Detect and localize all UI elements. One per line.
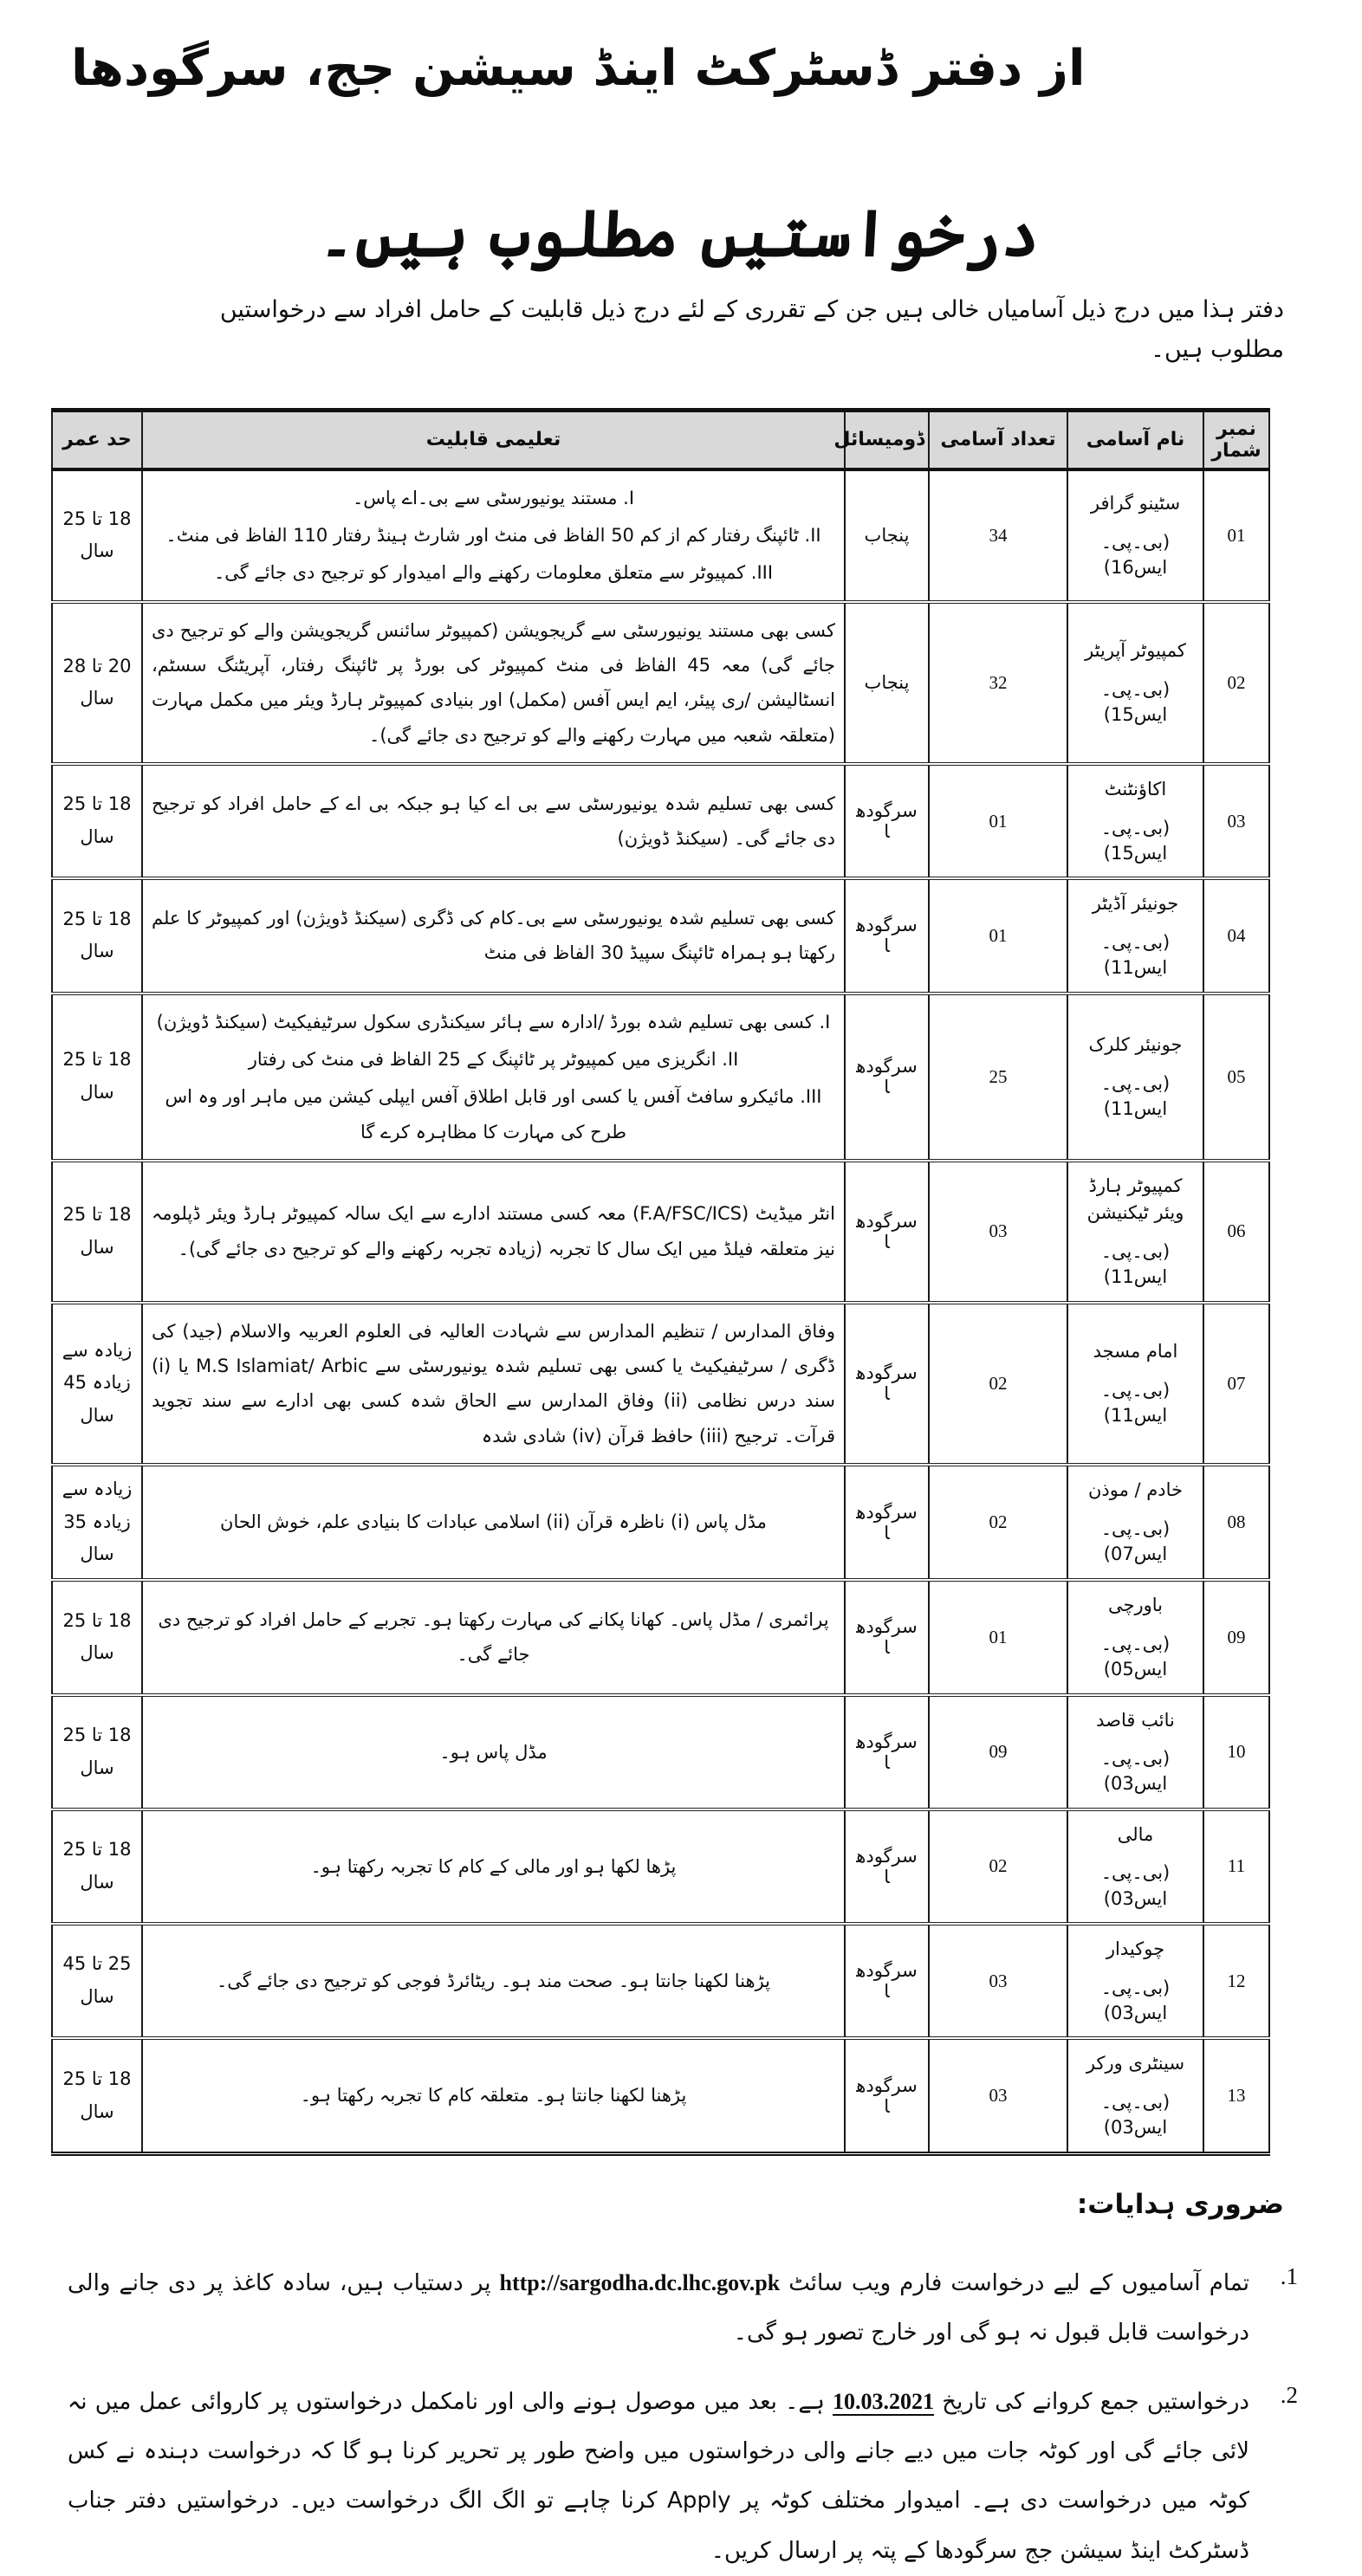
deadline-date: 10.03.2021 bbox=[833, 2389, 935, 2415]
cell-serial-number: 07 bbox=[1203, 1303, 1269, 1465]
cell-qualification bbox=[142, 1695, 845, 1809]
post-name-text: خادم / موذن bbox=[1087, 1479, 1184, 1501]
cell-qualification bbox=[142, 1465, 845, 1580]
col-header-age-limit: حد عمر bbox=[52, 410, 142, 469]
qualification-item: II. انگریزی میں کمپیوٹر پر ٹائپنگ کے 25 الفاظ فی منٹ کی رفتار bbox=[248, 1048, 739, 1070]
cell-post-count: 02 bbox=[929, 1465, 1067, 1580]
cell-qualification bbox=[142, 469, 845, 602]
cell-serial-number: 03 bbox=[1203, 764, 1269, 878]
cell-post-name bbox=[1067, 2038, 1203, 2153]
cell-post-count: 03 bbox=[929, 1161, 1067, 1303]
cell-age-limit: زیادہ سے زیادہ 35 سال bbox=[52, 1465, 142, 1580]
cell-domicile: سرگودھا bbox=[845, 1695, 929, 1809]
note-2-text-end: ہے۔ بعد میں موصول ہونے والی اور نامکمل درخواستوں پر کاروائی عمل میں نہ لائی جائے گی اور کوٹہ جات میں دیے جانے والی درخواستوں میں واضح طور پر تحریر کرنا ہو گا کہ درخواست دہندہ نے کس کوٹہ میں درخواست دی ہے۔ امیدوار مختلف کوٹہ پر Apply کرنا چاہے تو الگ الگ درخواست دیں۔ درخواستیں دفتر جناب ڈسٹرکٹ اینڈ سیشن جج سرگودھا کے پتہ پر ارسال کریں۔ bbox=[68, 2389, 1250, 2564]
note-number: 1. bbox=[1280, 2262, 1298, 2289]
cell-serial-number: 04 bbox=[1203, 878, 1269, 993]
post-name-text: امام مسجد bbox=[1093, 1341, 1178, 1362]
cell-serial-number: 09 bbox=[1203, 1580, 1269, 1694]
post-name-text: باورچی bbox=[1107, 1595, 1163, 1616]
note-text bbox=[68, 2377, 1249, 2576]
cell-post-name bbox=[1067, 1161, 1203, 1303]
vacancy-row bbox=[52, 2038, 1269, 2153]
office-title: از دفتر ڈسٹرکٹ اینڈ سیشن جج، سرگودھا bbox=[71, 40, 1086, 97]
vacancy-row bbox=[52, 1161, 1269, 1303]
vacancy-row bbox=[52, 1695, 1269, 1809]
cell-domicile: پنجاب bbox=[845, 469, 929, 602]
cell-post-count: 03 bbox=[929, 1924, 1067, 2038]
cell-age-limit: زیادہ سے زیادہ 45 سال bbox=[52, 1303, 142, 1465]
job-advertisement-page bbox=[0, 29, 1359, 2564]
cell-qualification bbox=[142, 1924, 845, 2038]
cell-post-name bbox=[1067, 1580, 1203, 1694]
vacancy-row bbox=[52, 878, 1269, 993]
qualification-item: II. ٹائپنگ رفتار کم از کم 50 الفاظ فی منٹ اور شارٹ ہینڈ رفتار 110 الفاظ فی منٹ۔ bbox=[165, 525, 821, 547]
post-grade-text: (بی۔پی۔ایس15) bbox=[1100, 817, 1171, 864]
cell-post-count: 02 bbox=[929, 1303, 1067, 1465]
col-header-serial: نمبر شمار bbox=[1203, 410, 1269, 469]
cell-post-count: 03 bbox=[929, 2038, 1067, 2153]
table-header-row bbox=[52, 410, 1269, 469]
post-name-text: چوکیدار bbox=[1106, 1938, 1165, 1960]
qualification-item: وفاق المدارس / تنظیم المدارس سے شہادت العالیہ فی العلوم العربیہ والاسلام (جید) کی ڈگری / سرٹیفیکیٹ یا کسی بھی تسلیم شدہ یونیورسٹی سے M.S Islamiat/ Arbic یا (i) سند درس نظامی (ii) وفاق المدارس سے الحاق شدہ کسی بھی ادارے سے سند تجوید قرآت۔ ترجیح (iii) حافظ قرآن (iv) شادی شدہ bbox=[152, 1320, 835, 1447]
cell-qualification bbox=[142, 1809, 845, 1924]
instructions-heading: ضروری ہدایات: bbox=[1076, 2188, 1284, 2220]
cell-age-limit: 18 تا 25 سال bbox=[52, 1809, 142, 1924]
post-grade-text: (بی۔پی۔ایس05) bbox=[1100, 1633, 1171, 1680]
cell-serial-number: 12 bbox=[1203, 1924, 1269, 2038]
note-number: 2. bbox=[1280, 2382, 1298, 2409]
post-grade-text: (بی۔پی۔ایس03) bbox=[1100, 1748, 1171, 1795]
vacancy-row bbox=[52, 1580, 1269, 1694]
cell-domicile: سرگودھا bbox=[845, 994, 929, 1161]
post-grade-text: (بی۔پی۔ایس03) bbox=[1100, 1862, 1171, 1909]
cell-serial-number: 02 bbox=[1203, 602, 1269, 764]
cell-age-limit: 18 تا 25 سال bbox=[52, 469, 142, 602]
cell-domicile: سرگودھا bbox=[845, 2038, 929, 2153]
cell-age-limit: 18 تا 25 سال bbox=[52, 2038, 142, 2153]
cell-qualification bbox=[142, 2038, 845, 2153]
col-header-domicile: ڈومیسائل bbox=[845, 410, 929, 469]
qualification-item: مڈل پاس (i) ناظرہ قرآن (ii) اسلامی عبادات کا بنیادی علم، خوش الحان bbox=[220, 1511, 767, 1533]
post-grade-text: (بی۔پی۔ایس11) bbox=[1100, 1379, 1171, 1427]
cell-post-count: 01 bbox=[929, 878, 1067, 993]
qualification-item: III. کمپیوٹر سے متعلق معلومات رکھنے والے امیدوار کو ترجیح دی جائے گی۔ bbox=[213, 562, 774, 584]
cell-serial-number: 11 bbox=[1203, 1809, 1269, 1924]
qualification-item: I. مستند یونیورسٹی سے بی۔اے پاس۔ bbox=[352, 487, 635, 508]
cell-qualification bbox=[142, 994, 845, 1161]
qualification-item: کسی بھی تسلیم شدہ یونیورسٹی سے بی اے کیا ہو جبکہ بی اے کے حامل افراد کو ترجیح دی جائے گی۔ (سیکنڈ ڈویژن) bbox=[152, 793, 835, 850]
cell-post-name bbox=[1067, 764, 1203, 878]
note-item-2 bbox=[68, 2377, 1298, 2576]
qualification-item: I. کسی بھی تسلیم شدہ بورڈ /ادارہ سے ہائر سیکنڈری سکول سرٹیفیکیٹ (سیکنڈ ڈویژن) bbox=[156, 1011, 831, 1032]
cell-serial-number: 13 bbox=[1203, 2038, 1269, 2153]
cell-serial-number: 10 bbox=[1203, 1695, 1269, 1809]
cell-post-name bbox=[1067, 1809, 1203, 1924]
cell-post-name bbox=[1067, 1695, 1203, 1809]
cell-post-name bbox=[1067, 1303, 1203, 1465]
cell-qualification bbox=[142, 878, 845, 993]
cell-post-count: 01 bbox=[929, 1580, 1067, 1694]
cell-qualification bbox=[142, 602, 845, 764]
qualification-item: پڑھا لکھا ہو اور مالی کے کام کا تجربہ رکھتا ہو۔ bbox=[310, 1855, 677, 1877]
cell-age-limit: 25 تا 45 سال bbox=[52, 1924, 142, 2038]
qualification-item: مڈل پاس ہو۔ bbox=[439, 1741, 548, 1763]
vacancies-table bbox=[51, 408, 1270, 2156]
qualification-item: III. مائیکرو سافٹ آفس یا کسی اور قابل اطلاق آفس ایپلی کیشن میں ماہر اور وہ اس طرح کی مہارت کا مظاہرہ کرے گا bbox=[165, 1086, 822, 1142]
instructions-section bbox=[0, 2189, 1359, 2576]
cell-domicile: سرگودھا bbox=[845, 1303, 929, 1465]
cell-serial-number: 08 bbox=[1203, 1465, 1269, 1580]
post-name-text: سٹینو گرافر bbox=[1090, 493, 1181, 515]
cell-domicile: سرگودھا bbox=[845, 764, 929, 878]
intro-text: دفتر ہذا میں درج ذیل آسامیاں خالی ہیں جن کے تقرری کے لئے درج ذیل قابلیت کے حامل افراد سے درخواستیں مطلوب ہیں۔ bbox=[219, 296, 1284, 363]
cell-qualification bbox=[142, 1303, 845, 1465]
vacancy-row bbox=[52, 1924, 1269, 2038]
cell-post-count: 32 bbox=[929, 602, 1067, 764]
cell-post-name bbox=[1067, 878, 1203, 993]
cell-domicile: سرگودھا bbox=[845, 1809, 929, 1924]
post-grade-text: (بی۔پی۔ایس11) bbox=[1100, 1072, 1171, 1119]
vacancy-row bbox=[52, 1303, 1269, 1465]
vacancy-row bbox=[52, 1465, 1269, 1580]
note-item-1 bbox=[68, 2258, 1298, 2358]
cell-post-name bbox=[1067, 1465, 1203, 1580]
col-header-qualification: تعلیمی قابلیت bbox=[142, 410, 845, 469]
cell-qualification bbox=[142, 1161, 845, 1303]
cell-post-count: 01 bbox=[929, 764, 1067, 878]
cell-age-limit: 18 تا 25 سال bbox=[52, 994, 142, 1161]
cell-domicile: سرگودھا bbox=[845, 1580, 929, 1694]
cell-post-count: 09 bbox=[929, 1695, 1067, 1809]
post-grade-text: (بی۔پی۔ایس11) bbox=[1100, 1240, 1171, 1288]
qualification-item: پڑھنا لکھنا جانتا ہو۔ متعلقہ کام کا تجربہ رکھتا ہو۔ bbox=[300, 2085, 687, 2107]
cell-serial-number: 06 bbox=[1203, 1161, 1269, 1303]
cell-age-limit: 18 تا 25 سال bbox=[52, 1695, 142, 1809]
qualification-item: پڑھنا لکھنا جانتا ہو۔ صحت مند ہو۔ ریٹائرڈ فوجی کو ترجیح دی جائے گی۔ bbox=[216, 1971, 771, 1992]
post-name-text: سینٹری ورکر bbox=[1086, 2053, 1185, 2074]
cell-post-count: 34 bbox=[929, 469, 1067, 602]
cell-age-limit: 20 تا 28 سال bbox=[52, 602, 142, 764]
post-grade-text: (بی۔پی۔ایس07) bbox=[1100, 1518, 1171, 1565]
post-grade-text: (بی۔پی۔ایس03) bbox=[1100, 2091, 1171, 2139]
col-header-post-count: تعداد آسامی bbox=[929, 410, 1067, 469]
cell-domicile: پنجاب bbox=[845, 602, 929, 764]
cell-post-name bbox=[1067, 602, 1203, 764]
note-text bbox=[68, 2258, 1249, 2358]
cell-post-name bbox=[1067, 469, 1203, 602]
post-grade-text: (بی۔پی۔ایس16) bbox=[1100, 531, 1171, 579]
note-1-text-start: تمام آسامیوں کے لیے درخواست فارم ویب سائٹ bbox=[788, 2269, 1250, 2296]
vacancy-row bbox=[52, 602, 1269, 764]
post-name-text: جونیئر آڈیٹر bbox=[1092, 893, 1179, 915]
qualification-item: کسی بھی تسلیم شدہ یونیورسٹی سے بی۔کام کی ڈگری (سیکنڈ ڈویژن) اور کمپیوٹر کا علم رکھتا ہو ہمراہ ٹائپنگ سپیڈ 30 الفاظ فی منٹ bbox=[152, 908, 835, 964]
vacancy-row bbox=[52, 994, 1269, 1161]
vacancy-row bbox=[52, 764, 1269, 878]
cell-serial-number: 01 bbox=[1203, 469, 1269, 602]
post-name-text: جونیئر کلرک bbox=[1088, 1034, 1183, 1056]
cell-qualification bbox=[142, 1580, 845, 1694]
cell-domicile: سرگودھا bbox=[845, 1465, 929, 1580]
qualification-item: کسی بھی مستند یونیورسٹی سے گریجویشن (کمپیوٹر سائنس گریجویشن والے کو ترجیح دی جائے گی) معہ 45 الفاظ فی منٹ کمپیوٹر کی بورڈ پر ٹائپنگ رفتار، آپریٹنگ سسٹم، انسٹالیشن /ری پیئر، ایم ایس آفس (مکمل) اور بنیادی کمپیوٹر ہارڈ ویئر میں مکمل مہارت (متعلقہ شعبہ میں مہارت رکھنے والے کو ترجیح دی جائے گی)۔ bbox=[152, 619, 835, 746]
cell-domicile: سرگودھا bbox=[845, 1924, 929, 2038]
cell-serial-number: 05 bbox=[1203, 994, 1269, 1161]
vacancy-row bbox=[52, 469, 1269, 602]
notes-list bbox=[0, 2258, 1359, 2576]
main-title: درخواستیں مطلوب ہیں۔ bbox=[316, 197, 1043, 272]
qualification-item: انٹر میڈیٹ (F.A/FSC/ICS) معہ کسی مستند ادارے سے ایک سالہ کمپیوٹر ہارڈ ویئر ڈپلومہ نیز متعلقہ فیلڈ میں ایک سال کا تجربہ (زیادہ تجربہ رکھنے والے کو ترجیح دی جائے گی)۔ bbox=[152, 1203, 835, 1259]
note-1-text-end: پر دستیاب ہیں، سادہ کاغذ پر دی جانے والی درخواست قابل قبول نہ ہو گی اور خارج تصور ہو گی۔ bbox=[68, 2269, 1249, 2346]
cell-post-count: 25 bbox=[929, 994, 1067, 1161]
qualification-item: پرائمری / مڈل پاس۔ کھانا پکانے کی مہارت رکھتا ہو۔ تجربے کے حامل افراد کو ترجیح دی جائے گی۔ bbox=[158, 1609, 829, 1666]
post-name-text: مالی bbox=[1117, 1823, 1154, 1845]
cell-post-count: 02 bbox=[929, 1809, 1067, 1924]
cell-qualification bbox=[142, 764, 845, 878]
post-name-text: کمپیوٹر ہارڈ ویئر ٹیکنیشن bbox=[1086, 1175, 1184, 1224]
cell-post-name bbox=[1067, 1924, 1203, 2038]
cell-age-limit: 18 تا 25 سال bbox=[52, 1580, 142, 1694]
cell-domicile: سرگودھا bbox=[845, 1161, 929, 1303]
post-name-text: اکاؤنٹنٹ bbox=[1104, 779, 1167, 800]
vacancy-row bbox=[52, 1809, 1269, 1924]
col-header-post-name: نام آسامی bbox=[1067, 410, 1203, 469]
cell-age-limit: 18 تا 25 سال bbox=[52, 878, 142, 993]
post-name-text: نائب قاصد bbox=[1096, 1709, 1175, 1731]
post-grade-text: (بی۔پی۔ایس11) bbox=[1100, 931, 1171, 979]
cell-domicile: سرگودھا bbox=[845, 878, 929, 993]
post-grade-text: (بی۔پی۔ایس03) bbox=[1100, 1977, 1171, 2024]
post-name-text: کمپیوٹر آپریٹر bbox=[1085, 640, 1186, 662]
cell-post-name bbox=[1067, 994, 1203, 1161]
website-url-text: http://sargodha.dc.lhc.gov.pk bbox=[499, 2269, 781, 2295]
cell-age-limit: 18 تا 25 سال bbox=[52, 1161, 142, 1303]
note-2-text-start: درخواستیں جمع کروانے کی تاریخ bbox=[942, 2389, 1250, 2416]
post-grade-text: (بی۔پی۔ایس15) bbox=[1100, 678, 1171, 726]
cell-age-limit: 18 تا 25 سال bbox=[52, 764, 142, 878]
